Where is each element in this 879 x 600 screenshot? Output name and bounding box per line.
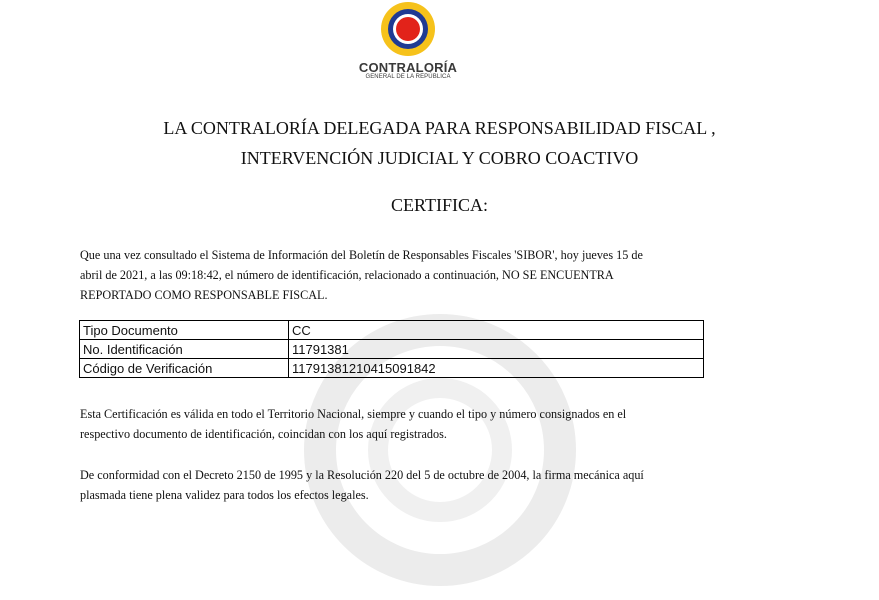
row-label-codigo-verificacion: Código de Verificación	[80, 359, 289, 378]
table-row	[80, 359, 704, 378]
validity-line-1: Esta Certificación es válida en todo el Territorio Nacional, siempre y cuando el tipo y número consignados en el	[80, 407, 627, 421]
certification-statement	[80, 245, 710, 305]
heading-line-1: LA CONTRALORÍA DELEGADA PARA RESPONSABILIDAD FISCAL ,	[163, 118, 716, 138]
legal-line-1: De conformidad con el Decreto 2150 de 1995 y la Resolución 220 del 5 de octubre de 2004, la firma mecánica aquí	[80, 468, 644, 482]
row-value-tipo-documento: CC	[289, 321, 704, 340]
legal-paragraph	[80, 465, 710, 505]
row-value-codigo-verificacion: 11791381210415091842	[289, 359, 704, 378]
certifica-title: CERTIFICA:	[391, 195, 488, 215]
row-value-no-identificacion: 11791381	[289, 340, 704, 359]
row-label-no-identificacion: No. Identificación	[80, 340, 289, 359]
statement-line-1: Que una vez consultado el Sistema de Información del Boletín de Responsables Fiscales 'SIBOR', hoy jueves 15 de	[80, 248, 643, 262]
logo-emblem-icon	[378, 0, 438, 58]
table-row	[80, 340, 704, 359]
logo-subtitle: GENERAL DE LA REPÚBLICA	[365, 74, 451, 80]
statement-line-2: abril de 2021, a las 09:18:42, el número de identificación, relacionado a continuación, NO SE ENCUENTRA	[80, 268, 614, 282]
contraloria-logo	[352, 0, 464, 84]
row-label-tipo-documento: Tipo Documento	[80, 321, 289, 340]
validity-line-2: respectivo documento de identificación, coincidan con los aquí registrados.	[80, 427, 447, 441]
heading-line-2: INTERVENCIÓN JUDICIAL Y COBRO COACTIVO	[240, 148, 639, 168]
page-heading	[0, 113, 879, 173]
statement-line-3: REPORTADO COMO RESPONSABLE FISCAL.	[80, 288, 328, 302]
logo-name: CONTRALORÍA	[358, 60, 458, 75]
legal-line-2: plasmada tiene plena validez para todos los efectos legales.	[80, 488, 369, 502]
validity-paragraph	[80, 404, 710, 444]
table-row	[80, 321, 704, 340]
identification-table	[79, 320, 704, 378]
